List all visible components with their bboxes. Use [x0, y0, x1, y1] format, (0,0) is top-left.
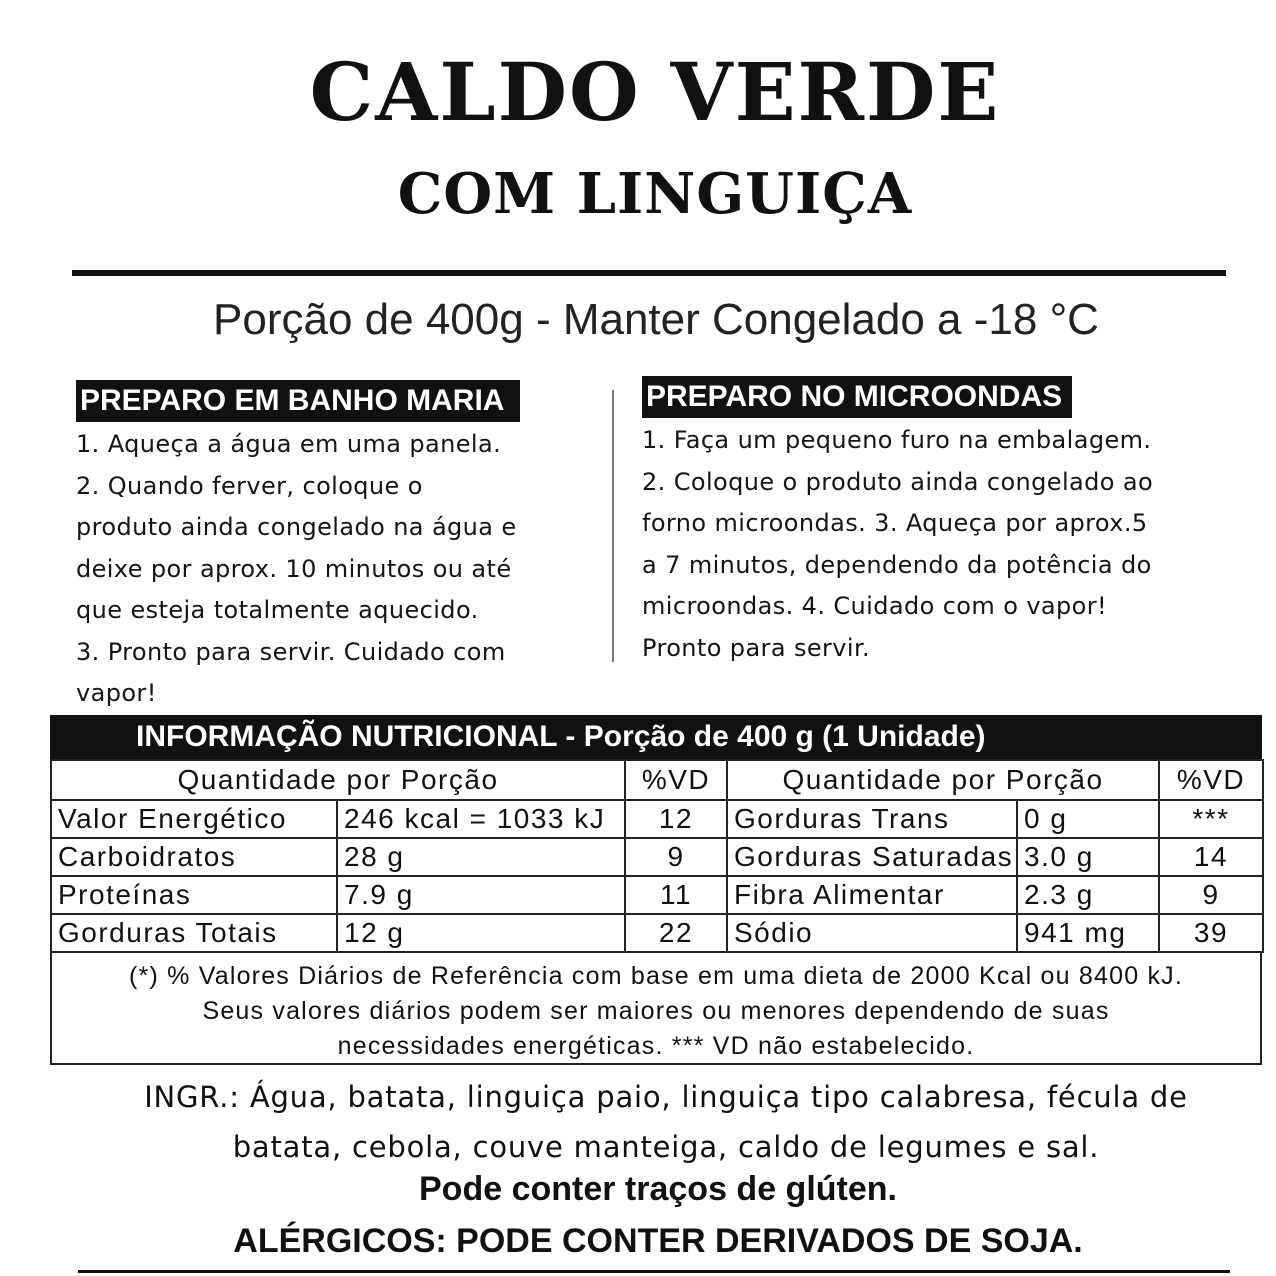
prep-micro-section	[642, 376, 1153, 669]
prep-bath-line: que esteja totalmente aquecido.	[76, 596, 479, 624]
table-row	[51, 876, 1263, 914]
nutrient-vd: 22	[625, 914, 727, 952]
vd-header-right: %VD	[1159, 760, 1263, 800]
table-row	[51, 800, 1263, 838]
prep-micro-line: 1. Faça um pequeno furo na embalagem.	[642, 426, 1152, 454]
nutrient-name: Gorduras Trans	[727, 800, 1017, 838]
qty-header-left: Quantidade por Porção	[51, 760, 625, 800]
nutrient-amount: 0 g	[1017, 800, 1159, 838]
prep-bath-text	[76, 424, 520, 715]
prep-micro-line: forno microondas. 3. Aqueça por aprox.5	[642, 509, 1148, 537]
vd-header-left: %VD	[625, 760, 727, 800]
ingredients-line: batata, cebola, couve manteiga, caldo de legumes e sal.	[232, 1130, 1100, 1164]
nutrient-vd: 12	[625, 800, 727, 838]
nutrient-amount: 3.0 g	[1017, 838, 1159, 876]
allergen-warning: ALÉRGICOS: PODE CONTER DERIVADOS DE SOJA.	[233, 1222, 1083, 1260]
footnote-line: (*) % Valores Diários de Referência com base em uma dieta de 2000 Kcal ou 8400 kJ.	[129, 962, 1183, 990]
qty-header-right: Quantidade por Porção	[727, 760, 1159, 800]
nutrition-header-row	[51, 760, 1263, 800]
prep-micro-line: 2. Coloque o produto ainda congelado ao	[642, 467, 1154, 496]
prep-bath-line: vapor!	[76, 679, 157, 707]
nutrient-amount: 2.3 g	[1017, 876, 1159, 914]
nutrition-heading	[50, 715, 1262, 759]
prep-micro-heading: PREPARO NO MICROONDAS	[642, 376, 1072, 418]
nutrient-name: Proteínas	[51, 876, 337, 914]
table-row	[51, 914, 1263, 952]
nutrient-amount: 941 mg	[1017, 914, 1159, 952]
prep-bath-line: deixe por aprox. 10 minutos ou até	[76, 554, 512, 583]
nutrient-amount: 7.9 g	[337, 876, 625, 914]
top-divider	[72, 270, 1226, 276]
prep-bath-line: produto ainda congelado na água e	[76, 513, 517, 541]
nutrient-vd: 11	[625, 876, 727, 914]
prep-bath-heading: PREPARO EM BANHO MARIA	[76, 380, 520, 422]
prep-bath-section	[76, 380, 520, 715]
prep-separator	[612, 390, 614, 662]
prep-bath-line: 1. Aqueça a água em uma panela.	[76, 430, 502, 458]
nutrition-table	[50, 759, 1264, 953]
prep-micro-line: microondas. 4. Cuidado com o vapor!	[642, 592, 1108, 620]
prep-micro-line: a 7 minutos, dependendo da potência do	[642, 550, 1152, 579]
prep-bath-line: 3. Pronto para servir. Cuidado com	[76, 637, 506, 666]
prep-micro-line: Pronto para servir.	[642, 633, 871, 662]
nutrient-name: Carboidratos	[51, 838, 337, 876]
nutrient-amount: 246 kcal = 1033 kJ	[337, 800, 625, 838]
gluten-warning: Pode conter traços de glúten.	[419, 1170, 897, 1208]
nutrient-vd: 14	[1159, 838, 1263, 876]
footnote-line: necessidades energéticas. *** VD não estabelecido.	[337, 1032, 975, 1060]
product-title: CALDO VERDE	[309, 45, 1001, 139]
nutrient-vd: 39	[1159, 914, 1263, 952]
nutrient-name: Sódio	[727, 914, 1017, 952]
nutrient-vd: ***	[1159, 800, 1263, 838]
nutrient-name: Fibra Alimentar	[727, 876, 1017, 914]
nutrient-vd: 9	[1159, 876, 1263, 914]
bottom-divider	[78, 1270, 1230, 1273]
nutrient-amount: 12 g	[337, 914, 625, 952]
table-row	[51, 838, 1263, 876]
ingredients	[96, 1072, 1236, 1172]
prep-micro-text	[642, 420, 1153, 669]
nutrient-amount: 28 g	[337, 838, 625, 876]
prep-bath-line: 2. Quando ferver, coloque o	[76, 471, 423, 500]
product-subtitle: COM LINGUIÇA	[397, 161, 913, 227]
footnote-line: Seus valores diários podem ser maiores ou menores dependendo de suas	[202, 997, 1110, 1025]
nutrient-vd: 9	[625, 838, 727, 876]
ingredients-line: INGR.: Água, batata, linguiça paio, linguiça tipo calabresa, fécula de	[144, 1080, 1188, 1114]
nutrient-name: Gorduras Saturadas	[727, 838, 1017, 876]
nutrient-name: Valor Energético	[51, 800, 337, 838]
serving-info: Porção de 400g - Manter Congelado a -18 °C	[213, 295, 1099, 344]
nutrition-footnote	[50, 953, 1262, 1065]
nutrient-name: Gorduras Totais	[51, 914, 337, 952]
nutrition-heading-text: INFORMAÇÃO NUTRICIONAL - Porção de 400 g (1 Unidade)	[136, 720, 986, 753]
